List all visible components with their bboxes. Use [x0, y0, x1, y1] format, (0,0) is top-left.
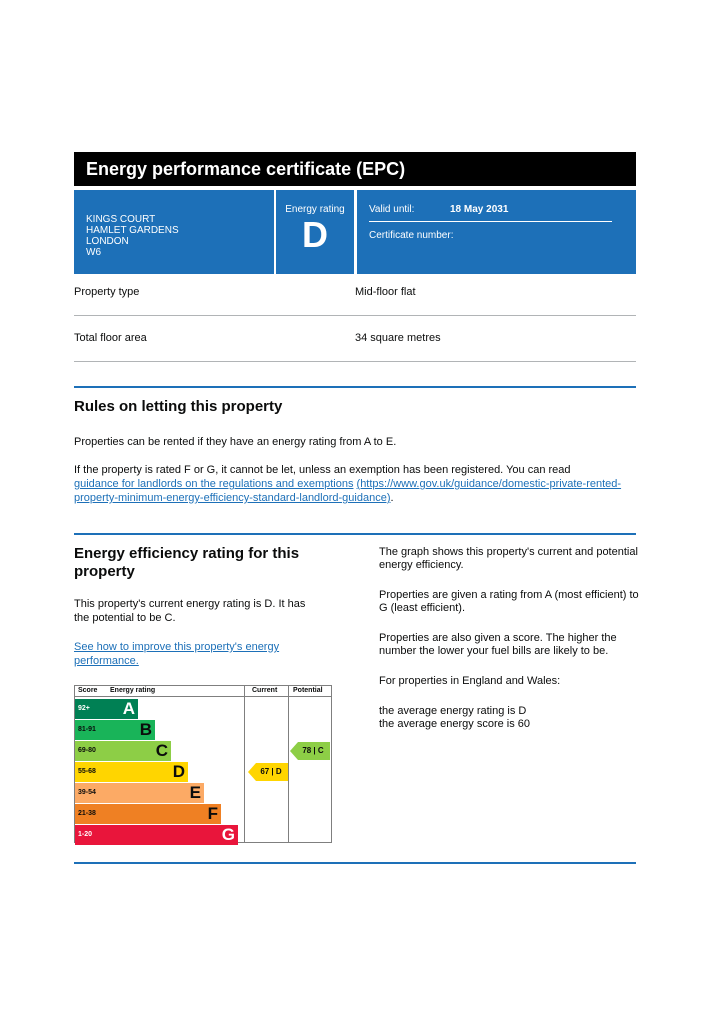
header-energy-rating: Energy rating	[110, 687, 156, 694]
efficiency-heading-line2: property	[74, 563, 135, 580]
band-c	[75, 741, 171, 761]
potential-rating-arrow-label: 78 | C	[302, 746, 324, 755]
band-bar-f	[105, 804, 221, 824]
improve-energy-link-cont[interactable]: performance.	[74, 655, 139, 667]
section-divider	[74, 386, 636, 388]
explanation-p3: Properties are also given a score. The higher the number the lower your fuel bills are likely to be.	[379, 632, 617, 657]
improve-link-block	[74, 640, 279, 668]
improve-energy-link[interactable]: See how to improve this property's energy	[74, 641, 280, 653]
link-period: .	[390, 492, 394, 504]
landlord-guidance-link[interactable]: guidance for landlords on the regulations and exemptions	[74, 478, 354, 490]
property-type-value: Mid-floor flat	[355, 286, 416, 298]
band-range-b: 81-91	[75, 720, 105, 740]
address-line: HAMLET GARDENS	[86, 225, 179, 236]
band-d	[75, 762, 188, 782]
property-type-row	[74, 286, 636, 316]
band-bar-a	[105, 699, 138, 719]
band-range-g: 1-20	[75, 825, 105, 845]
floor-area-label: Total floor area	[74, 332, 147, 344]
certificate-number-label: Certificate number:	[369, 230, 454, 241]
average-score-text: the average energy score is 60	[379, 718, 531, 730]
current-rating-text-line1: This property's current energy rating is D. It has	[74, 598, 306, 610]
band-b	[75, 720, 155, 740]
band-letter-f: F	[207, 804, 218, 823]
band-bar-e	[105, 783, 204, 803]
band-f	[75, 804, 221, 824]
explanation-p4: For properties in England and Wales:	[379, 675, 561, 687]
header-score: Score	[78, 687, 98, 694]
address-line: LONDON	[86, 236, 129, 247]
efficiency-heading-line1: Energy efficiency rating for this	[74, 545, 300, 562]
letting-heading: Rules on letting this property	[74, 398, 283, 415]
average-rating-text: the average energy rating is D	[379, 705, 527, 717]
energy-rating-label: Energy rating	[285, 204, 345, 215]
floor-area-value: 34 square metres	[355, 332, 441, 344]
chart-header	[75, 686, 331, 697]
current-rating-text-line2: the potential to be C.	[74, 612, 176, 624]
band-range-f: 21-38	[75, 804, 105, 824]
letting-paragraph-2-text: If the property is rated F or G, it cannot be let, unless an exemption has been registered. You can read	[74, 464, 571, 476]
address-line: W6	[86, 247, 101, 258]
landlord-guidance-url[interactable]: (https://www.gov.uk/guidance/domestic-private-rented-	[356, 478, 622, 490]
landlord-guidance-url-cont[interactable]: property-minimum-energy-efficiency-standard-landlord-guidance)	[74, 492, 391, 504]
address-line: KINGS COURT	[86, 214, 156, 225]
valid-until-value: 18 May 2031	[450, 204, 509, 215]
efficiency-heading	[74, 545, 299, 581]
address-block	[74, 190, 274, 274]
band-range-e: 39-54	[75, 783, 105, 803]
header-current: Current	[252, 687, 278, 694]
letting-paragraph-2	[74, 463, 639, 505]
current-rating-text	[74, 597, 305, 625]
band-range-c: 69-80	[75, 741, 105, 761]
floor-area-row	[74, 332, 636, 362]
potential-column-divider	[288, 686, 289, 842]
band-letter-c: C	[155, 741, 168, 760]
band-range-a: 92+	[75, 699, 105, 719]
explanation-p1: The graph shows this property's current and potential energy efficiency.	[379, 546, 638, 571]
section-divider	[74, 533, 636, 535]
band-letter-b: B	[139, 720, 152, 739]
energy-rating-box	[276, 190, 354, 274]
section-divider	[74, 862, 636, 864]
band-letter-g: G	[221, 825, 235, 844]
band-bar-g	[105, 825, 238, 845]
band-bar-d	[105, 762, 188, 782]
band-bar-b	[105, 720, 155, 740]
property-type-label: Property type	[74, 286, 140, 298]
valid-until-label: Valid until:	[369, 204, 415, 215]
page-title: Energy performance certificate (EPC)	[74, 152, 636, 186]
validity-block	[357, 190, 636, 274]
header-potential: Potential	[293, 687, 323, 694]
band-letter-d: D	[172, 762, 185, 781]
band-letter-e: E	[189, 783, 201, 802]
energy-rating-value: D	[302, 214, 328, 255]
band-e	[75, 783, 204, 803]
current-column-divider	[244, 686, 245, 842]
current-rating-arrow-label: 67 | D	[260, 767, 282, 776]
band-range-d: 55-68	[75, 762, 105, 782]
explanation-p2: Properties are given a rating from A (most efficient) to G (least efficient).	[379, 589, 639, 614]
letting-paragraph-1: Properties can be rented if they have an energy rating from A to E.	[74, 436, 397, 448]
band-bar-c	[105, 741, 171, 761]
efficiency-explanation	[379, 546, 641, 731]
band-letter-a: A	[122, 699, 135, 718]
current-rating-arrow	[248, 763, 288, 781]
energy-rating-chart	[74, 685, 332, 843]
band-a	[75, 699, 138, 719]
potential-rating-arrow	[290, 742, 330, 760]
band-g	[75, 825, 238, 845]
